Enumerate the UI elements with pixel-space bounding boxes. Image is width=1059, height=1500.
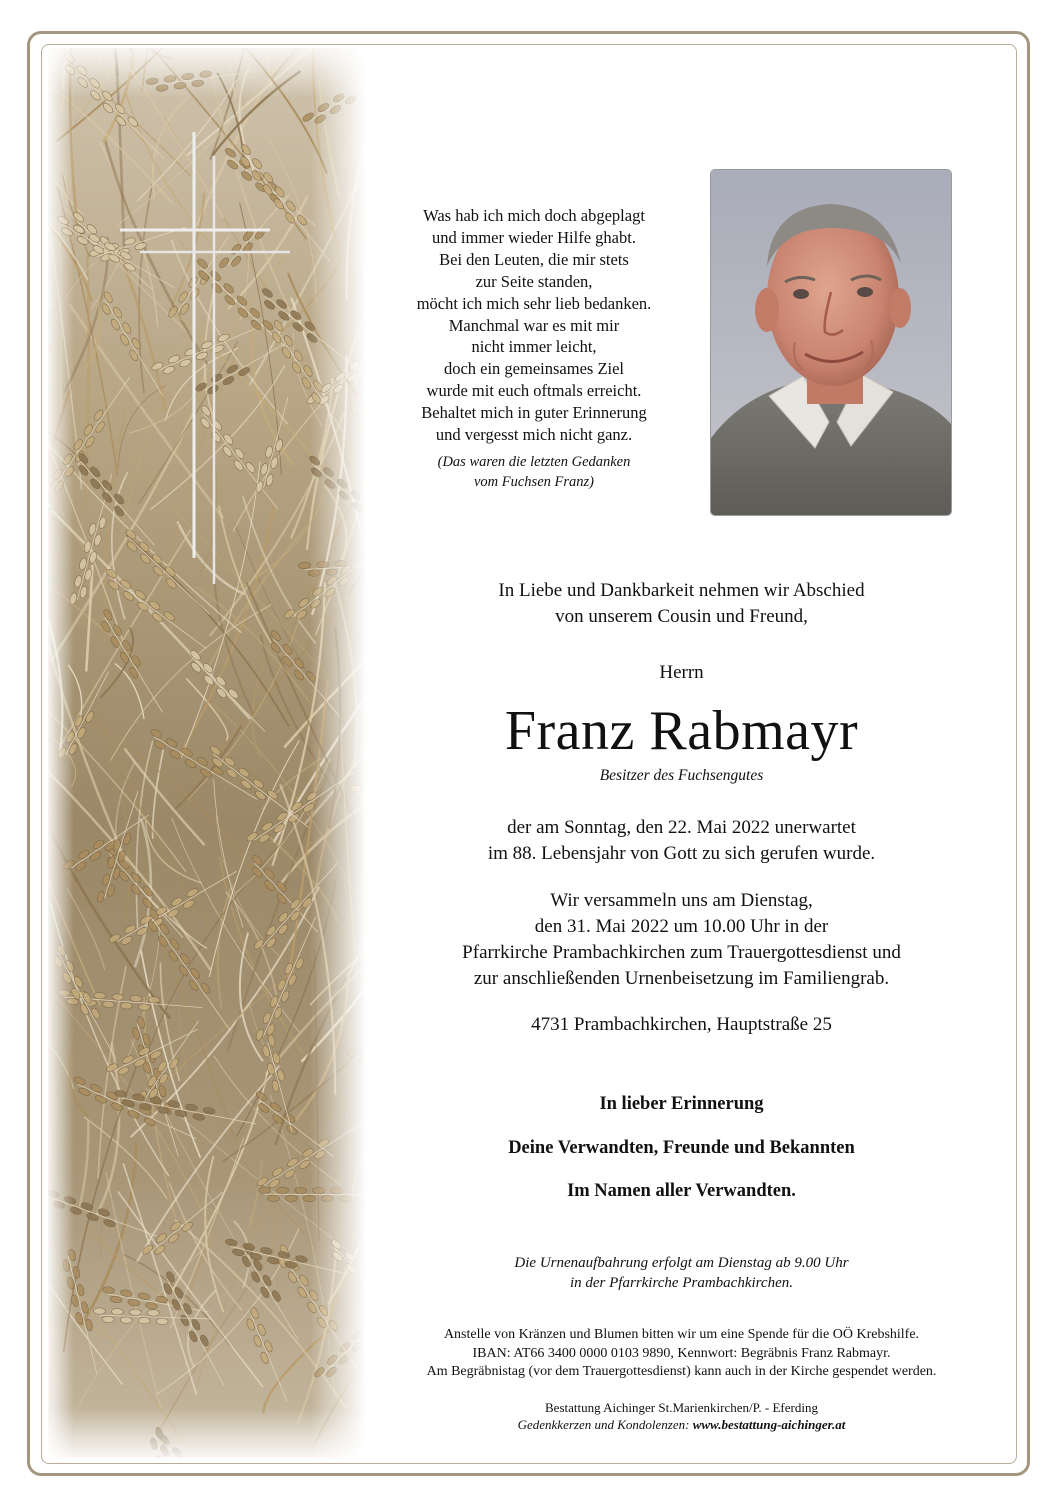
portrait-photo [710,169,952,516]
address: 4731 Prambachkirchen, Hauptstraße 25 [531,1014,832,1035]
service-line: zur anschließenden Urnenbeisetzung im Familiengrab. [473,968,890,989]
death-notice-line: im 88. Lebensjahr von Gott zu sich gerufen wurde. [487,843,876,864]
urn-notice [385,1254,978,1293]
intro-line: von unserem Cousin und Freund, [555,606,808,627]
urn-notice-line: in der Pfarrkirche Prambachkirchen. [569,1274,793,1291]
poem-line: Was hab ich mich doch abgeplagt [423,206,645,225]
poem-line: zur Seite standen, [475,271,593,291]
donation-line: Anstelle von Kränzen und Blumen bitten wir um eine Spende für die OÖ Krebshilfe. [443,1327,920,1342]
poem-line: doch ein gemeinsames Ziel [443,359,625,379]
closing-family: Deine Verwandten, Freunde und Bekannten [508,1138,855,1158]
death-notice [385,815,978,867]
poem-line: und immer wieder Hilfe ghabt. [432,227,636,247]
funeral-home-name: Bestattung Aichinger St.Marienkirchen/P. - Eferding [545,1399,818,1415]
urn-notice-line: Die Urnenaufbahrung erfolgt am Dienstag ab 9.00 Uhr [514,1255,849,1271]
donation-line: Am Begräbnistag (vor dem Trauergottesdienst) kann auch in der Kirche gespendet werden. [426,1364,937,1379]
poem-line: und vergesst mich nicht ganz. [435,425,633,445]
death-notice-line: der am Sonntag, den 22. Mai 2022 unerwartet [507,817,856,838]
deceased-name: Franz Rabmayr [504,700,859,762]
service-details [385,888,978,992]
funeral-home-links [385,1416,978,1433]
salutation: Herrn [659,662,704,683]
poem-line: Bei den Leuten, die mir stets [439,249,629,269]
donation-notice [385,1326,978,1382]
poem-line: Behaltet mich in guter Erinnerung [421,403,647,423]
farewell-poem [375,205,693,492]
cross-icon [118,128,298,588]
poem-line: nicht immer leicht, [471,337,597,357]
intro-line: In Liebe und Dankbarkeit nehmen wir Abschied [498,580,865,601]
poem-attribution-line: (Das waren die letzten Gedanken [437,453,631,470]
service-line: Wir versammeln uns am Dienstag, [550,890,813,911]
poem-line: wurde mit euch oftmals erreicht. [426,381,642,401]
poem-line: Manchmal war es mit mir [448,315,620,335]
poem-line: möcht ich mich sehr lieb bedanken. [416,293,652,313]
closing-relatives: Im Namen aller Verwandten. [567,1181,796,1201]
service-line: Pfarrkirche Prambachkirchen zum Trauergottesdienst und [462,942,901,963]
funeral-home [385,1399,978,1433]
poem-attribution [375,452,693,492]
donation-line: IBAN: AT66 3400 0000 0103 9890, Kennwort: Begräbnis Franz Rabmayr. [472,1345,891,1361]
funeral-home-url[interactable]: www.bestattung-aichinger.at [692,1416,846,1432]
announcement [385,578,978,1433]
service-line: den 31. Mai 2022 um 10.00 Uhr in der [534,916,829,937]
deceased-occupation: Besitzer des Fuchsengutes [599,767,764,784]
intro-text [385,578,978,630]
poem-attribution-line: vom Fuchsen Franz) [473,473,594,490]
condolence-label: Gedenkkerzen und Kondolenzen: [517,1416,690,1432]
closing-remembrance: In lieber Erinnerung [599,1094,764,1114]
